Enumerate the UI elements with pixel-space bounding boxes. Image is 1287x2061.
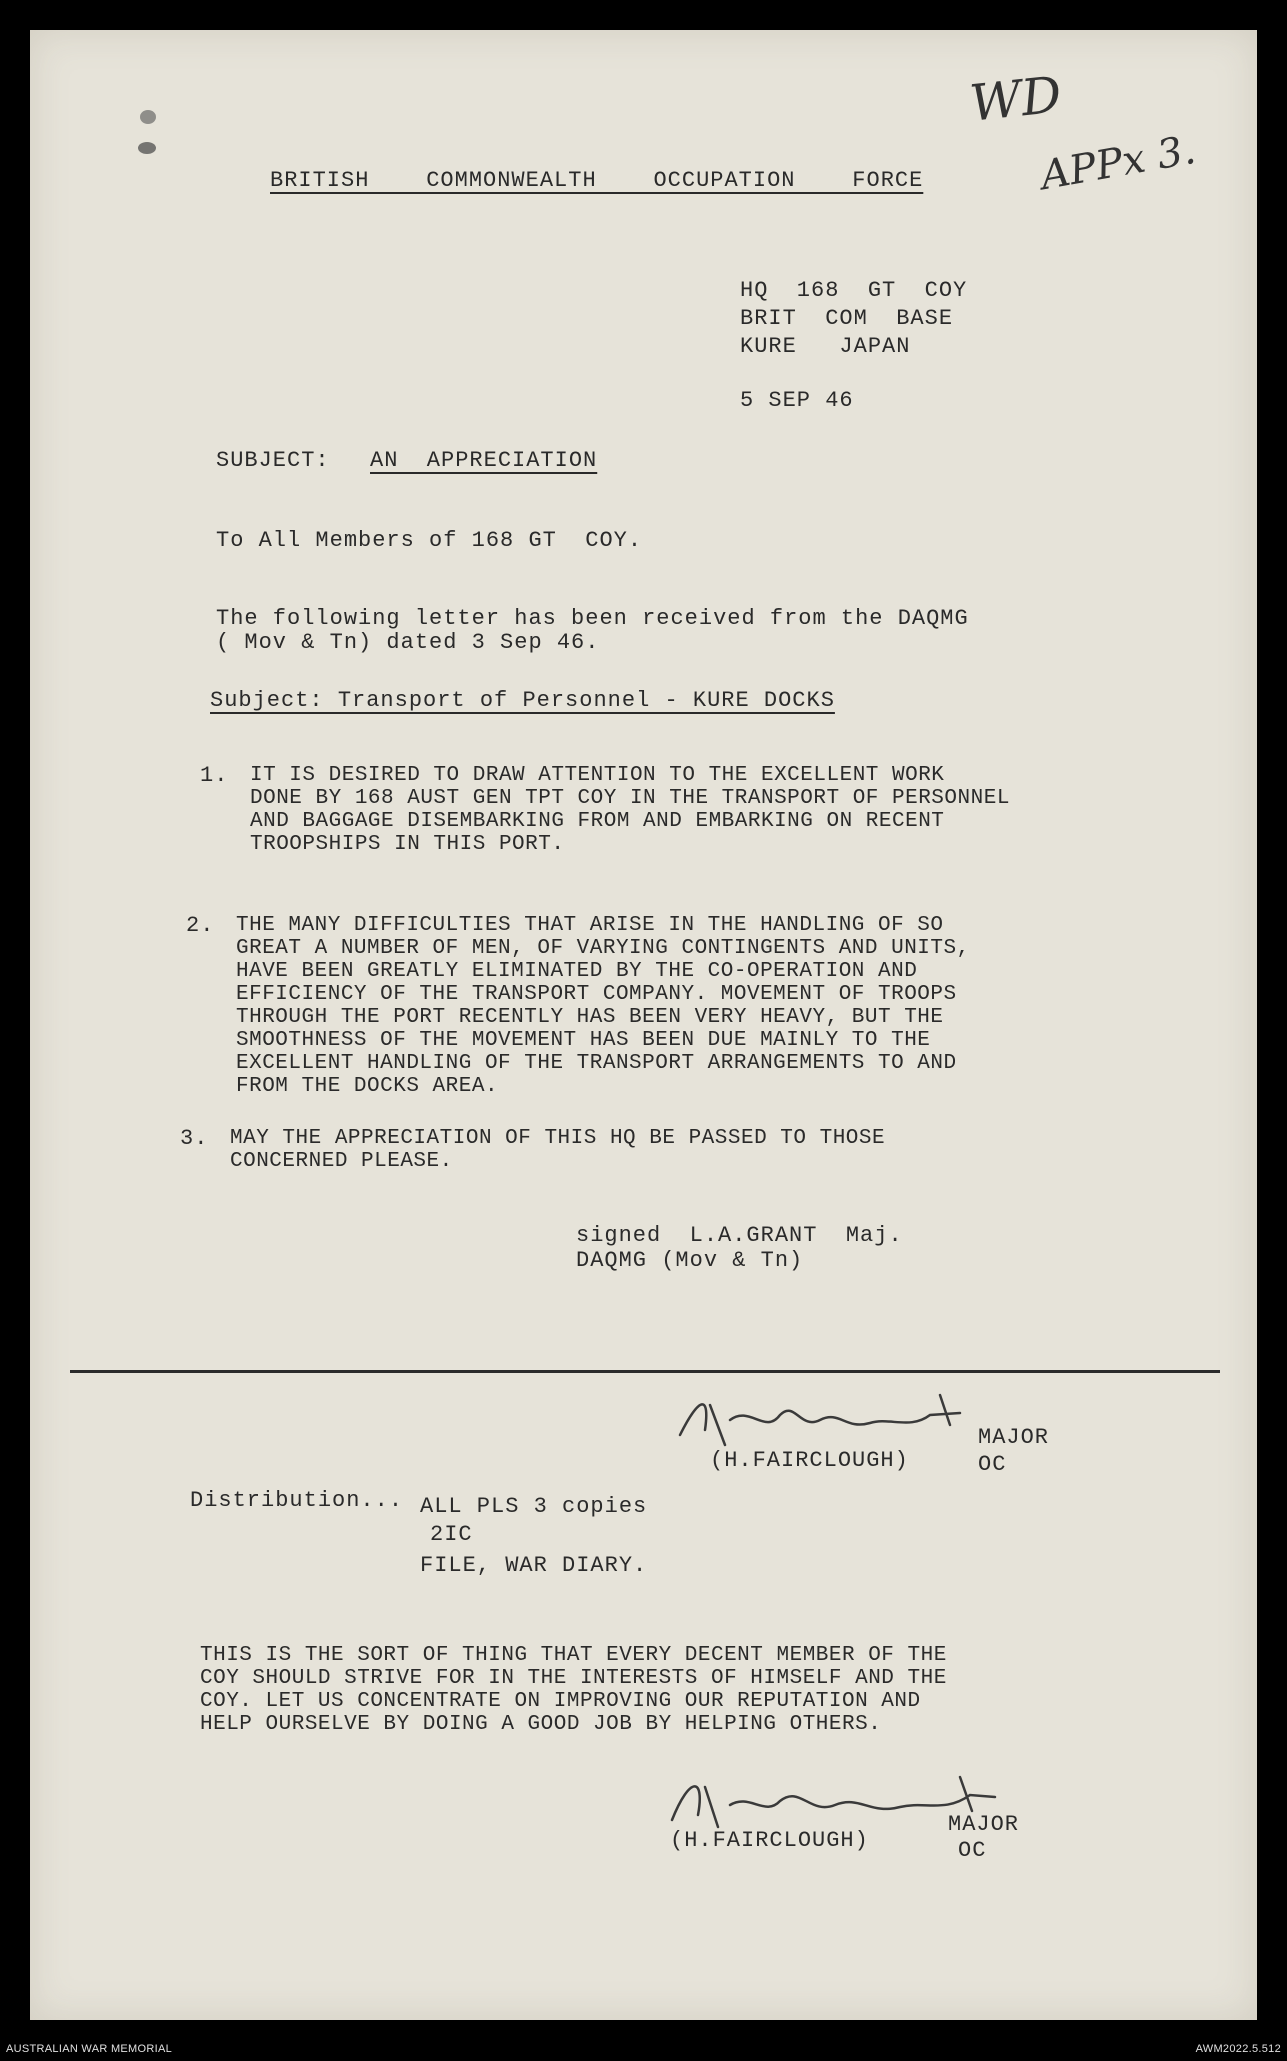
staple-mark (140, 110, 156, 124)
paragraph-line: EXCELLENT HANDLING OF THE TRANSPORT ARRANGEMENTS TO AND (236, 1052, 957, 1075)
signed-line-1: signed L.A.GRANT Maj. (576, 1223, 903, 1248)
staple-mark (138, 142, 156, 154)
paragraph-line: DONE BY 168 AUST GEN TPT COY IN THE TRANSPORT OF PERSONNEL (250, 787, 1010, 810)
paragraph-number: 3. (180, 1126, 209, 1151)
handwritten-appendix: APPx 3. (1037, 126, 1199, 200)
distribution-item: FILE, WAR DIARY. (420, 1553, 648, 1578)
paragraph-line: THROUGH THE PORT RECENTLY HAS BEEN VERY HEAVY, BUT THE (236, 1006, 944, 1029)
intro-line-2: ( Mov & Tn) dated 3 Sep 46. (216, 630, 600, 655)
intro-line-1: The following letter has been received from the DAQMG (216, 606, 969, 631)
to-line: To All Members of 168 GT COY. (216, 528, 643, 553)
closing-line: HELP OURSELVE BY DOING A GOOD JOB BY HELPING OTHERS. (200, 1713, 882, 1736)
handwritten-wd: WD (967, 65, 1065, 133)
subject-title: AN APPRECIATION (370, 448, 598, 473)
paragraph-line: THE MANY DIFFICULTIES THAT ARISE IN THE HANDLING OF SO (236, 914, 944, 937)
paragraph-line: HAVE BEEN GREATLY ELIMINATED BY THE CO-OPERATION AND (236, 960, 918, 983)
handwritten-signature (670, 1385, 990, 1455)
address-line-3: KURE JAPAN (740, 334, 911, 359)
signature-name: (H.FAIRCLOUGH) (710, 1448, 909, 1473)
divider-line (70, 1370, 1220, 1373)
distribution-item: 2IC (430, 1522, 473, 1547)
footer-left: AUSTRALIAN WAR MEMORIAL (6, 2043, 173, 2055)
paragraph-line: CONCERNED PLEASE. (230, 1150, 453, 1173)
distribution-label: Distribution... (190, 1488, 404, 1513)
footer-right: AWM2022.5.512 (1195, 2043, 1281, 2055)
closing-line: COY SHOULD STRIVE FOR IN THE INTERESTS OF HIMSELF AND THE (200, 1667, 947, 1690)
subject-label: SUBJECT: (216, 448, 330, 473)
distribution-item: ALL PLS 3 copies (420, 1494, 648, 1519)
signature-name: (H.FAIRCLOUGH) (670, 1828, 869, 1853)
paragraph-line: SMOOTHNESS OF THE MOVEMENT HAS BEEN DUE MAINLY TO THE (236, 1029, 931, 1052)
quoted-subject: Subject: Transport of Personnel - KURE DOCKS (210, 688, 835, 713)
paragraph-line: TROOPSHIPS IN THIS PORT. (250, 833, 565, 856)
paragraph-number: 1. (200, 763, 229, 788)
document-page (30, 30, 1257, 2020)
address-line-2: BRIT COM BASE (740, 306, 954, 331)
signature-role: OC (958, 1838, 987, 1863)
signature-rank: MAJOR (948, 1812, 1020, 1837)
closing-line: COY. LET US CONCENTRATE ON IMPROVING OUR REPUTATION AND (200, 1690, 921, 1713)
signature-role: OC (978, 1452, 1007, 1477)
paragraph-number: 2. (186, 913, 215, 938)
signed-line-2: DAQMG (Mov & Tn) (576, 1248, 804, 1273)
closing-line: THIS IS THE SORT OF THING THAT EVERY DECENT MEMBER OF THE (200, 1644, 947, 1667)
paragraph-line: GREAT A NUMBER OF MEN, OF VARYING CONTINGENTS AND UNITS, (236, 937, 970, 960)
paragraph-line: MAY THE APPRECIATION OF THIS HQ BE PASSED TO THOSE (230, 1127, 886, 1150)
signature-rank: MAJOR (978, 1425, 1050, 1450)
paragraph-line: IT IS DESIRED TO DRAW ATTENTION TO THE EXCELLENT WORK (250, 764, 945, 787)
paragraph-line: AND BAGGAGE DISEMBARKING FROM AND EMBARKING ON RECENT (250, 810, 945, 833)
document-date: 5 SEP 46 (740, 388, 854, 413)
paragraph-line: EFFICIENCY OF THE TRANSPORT COMPANY. MOVEMENT OF TROOPS (236, 983, 957, 1006)
document-heading: BRITISH COMMONWEALTH OCCUPATION FORCE (270, 168, 924, 193)
paragraph-line: FROM THE DOCKS AREA. (236, 1075, 499, 1098)
address-line-1: HQ 168 GT COY (740, 278, 968, 303)
